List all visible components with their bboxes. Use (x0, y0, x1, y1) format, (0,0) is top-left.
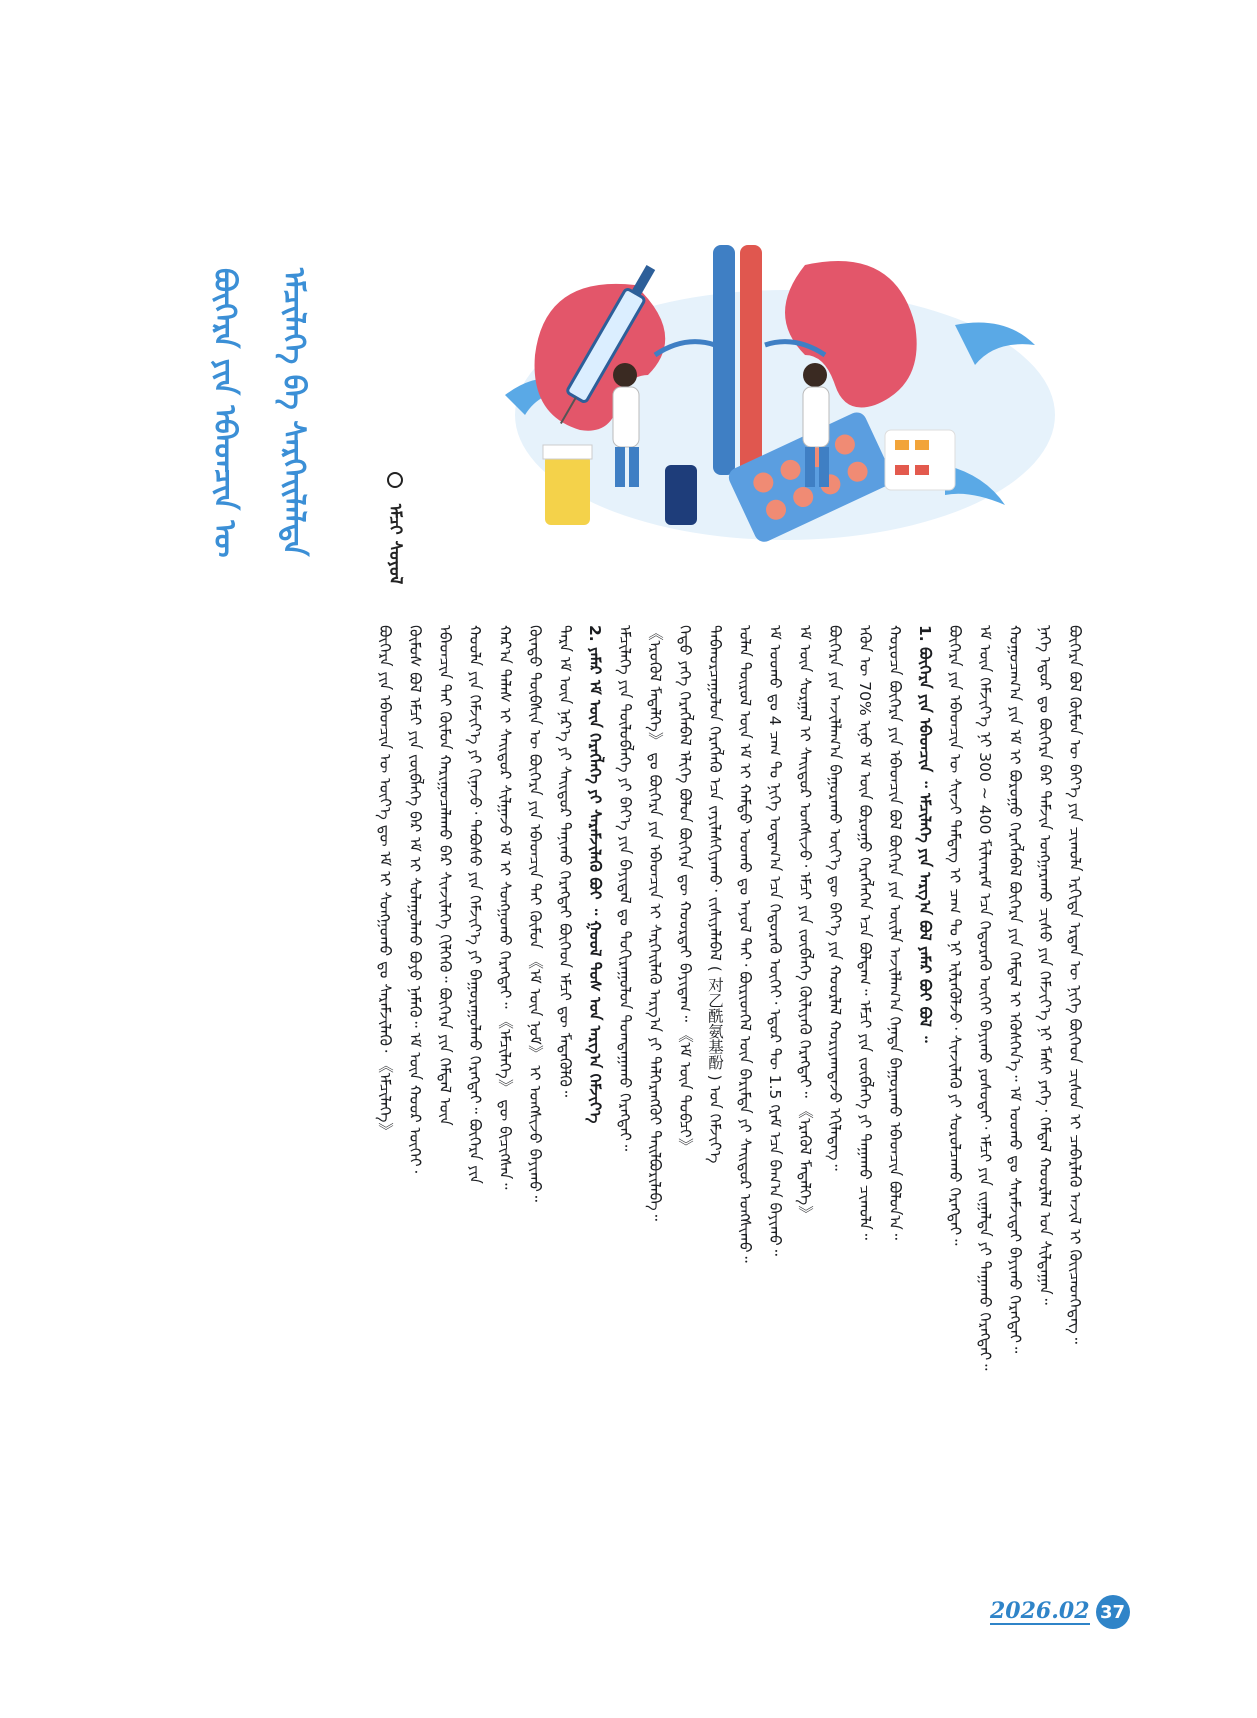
author-name: ᠡᠮᠴᠢ ᠰᠣᠶᠣᠯ (385, 503, 405, 585)
artery-icon (740, 245, 762, 475)
article-title (198, 268, 311, 558)
section-heading-1: 1. ᠪᠥᠭᠡᠷᠡ ᠶᠢᠨ ᠡᠪᠡᠳᠴᠢᠨ ᠃ ᠡᠮᠴᠢᠯᠡᠭᠡ ᠶᠢᠨ ᠠᠷᠭ᠎ᠠ ᠪᠣᠯ ᠶᠠᠮᠠᠷ ᠪᠣᠢ ᠪᠣᠯ ᠃ (916, 625, 934, 1043)
text-column: ᠡᠮ ᠤᠤᠬᠤ ᠳᠤ 4 ᠴᠠᠭ ᠲᠤ ᠨᠢᠭᠡ ᠤᠳᠠᠭ᠎ᠠ ᠡᠴᠡ ᠬᠡᠲᠦᠷᠡᠬᠦ ᠦᠭᠡᠢ᠂ ᠡᠳᠦᠷ ᠲᠦ 1.5 ᠭᠷᠡᠮ ᠡᠴᠡ ᠪᠠᠭ᠎ᠠ ᠪᠠᠶᠢᠬᠤ᠃ (766, 625, 784, 1256)
article-body (150, 625, 1090, 1700)
text-column: ᠡᠮ ᠦᠨ ᠬᠡᠮᠵᠢᠶ᠎ᠡ ᠨᠢ 300 ~ 400 ᠮᠢᠯᠢᠭᠷᠠᠮ ᠡᠴᠡ ᠬᠡᠲᠦᠷᠡᠬᠦ ᠦᠭᠡᠢ ᠪᠠᠶᠢᠬᠤ ᠶᠣᠰᠣᠲᠠᠢ᠂ ᠡᠮᠴᠢ ᠶᠢᠨ ᠵᠢᠭᠠᠯᠳᠠ ᠶᠢ ᠳᠠᠭᠠᠬᠤ ᠬᠡᠷᠡᠭᠲᠡᠢ᠃ (976, 625, 994, 1371)
text-column: 《ᠡᠷᠦᠬᠦᠯ ᠮᠡᠳᠡᠯᠭᠡ》 ᠳᠤ ᠪᠥᠭᠡᠷᠡ ᠶᠢᠨ ᠡᠪᠡᠳᠴᠢᠨ ᠢ ᠰᠡᠷᠭᠡᠢᠯᠡᠬᠦ ᠠᠷᠭ᠎ᠠ ᠶᠢ ᠳᠡᠯᠭᠡᠷᠡᠩᠭᠦᠢ ᠲᠠᠢᠯᠪᠤᠷᠢᠯᠠᠪᠠ᠃ (646, 625, 664, 1221)
pill-box-icon (885, 430, 955, 490)
text-column: ᠣᠯᠠᠨ ᠲᠦᠷᠦᠯ ᠦᠨ ᠡᠮ ᠢ ᠬᠠᠮᠲᠤ ᠤᠤᠬᠤ ᠳᠤ ᠠᠶᠤᠯ ᠲᠠᠢ᠂ ᠪᠦᠷᠢᠳᠭᠡᠯ ᠦᠨ ᠪᠠᠷᠢᠮᠲᠠ ᠶᠢ ᠰᠠᠢᠲᠤᠷ ᠤᠩᠰᠢᠬᠤ᠃ (736, 625, 754, 1263)
kidney-illustration (485, 225, 1065, 555)
circle-mark-icon (387, 472, 403, 488)
page-number: 37 (1096, 1595, 1130, 1629)
text-column: ᠪᠥᠭᠡᠷᠡ ᠪᠣᠯ ᠬᠦᠮᠦᠨ ᠦ ᠪᠡᠶ᠎ᠡ ᠶᠢᠨ ᠴᠢᠬᠤᠯᠠ ᠡᠷᠬᠢᠲᠡ ᠡᠷᠲᠡᠨ ᠦ ᠨᠢᠭᠡ ᠪᠥᠭᠡᠳ ᠴᠢᠰᠤᠨ ᠢ ᠴᠡᠪᠡᠷᠯᠡᠬᠦ ᠠᠵᠢᠯ ᠢ ᠭᠦᠢᠴᠡᠳᠬᠡᠳᠡᠭ᠃ (1066, 625, 1084, 1344)
title-line-2: ᠡᠮᠴᠢᠯᠡᠭᠡ ᠪᠠ ᠰᠡᠷᠭᠡᠢᠯᠡᠯᠲᠡ (276, 268, 311, 557)
author-byline (380, 472, 410, 584)
text-column: ᠡᠮ ᠦᠨ ᠰᠤᠷᠭᠠᠯ ᠢ ᠰᠠᠢᠲᠤᠷ ᠤᠩᠰᠢᠵᠤ᠂ ᠡᠮᠴᠢ ᠶᠢᠨ ᠵᠥᠪᠯᠡᠭᠡ ᠬᠦᠯᠢᠶᠡᠬᠦ ᠬᠡᠷᠡᠭᠲᠡᠢ᠃ 《ᠡᠷᠡᠭᠦᠯ ᠮᠡᠳᠡᠯᠭᠡ》 (796, 625, 814, 1221)
section-heading-2: 2. ᠶᠠᠮᠠᠷ ᠡᠮ ᠦᠨ ᠬᠡᠷᠡᠭᠯᠡᠭᠡ ᠶᠢ ᠰᠡᠷᠡᠮᠵᠢᠯᠡᠬᠦ ᠪᠣᠢ ᠃ ᠭᠣᠣᠯ ᠲᠤᠰ ᠤᠨ ᠠᠷᠭ᠎ᠠ ᠬᠡᠮᠵᠢᠶ᠎ᠡ (586, 625, 604, 1124)
title-line-1: ᠪᠥᠭᠡᠷᠡ ᠶᠢᠨ ᠡᠪᠡᠳᠴᠢᠨ ᠦ (207, 268, 242, 558)
text-column: ᠬᠠᠷ᠎ᠠ ᠲᠠᠯᠠᠰ ᠢ ᠰᠠᠢᠲᠤᠷ ᠰᠢᠯᠭᠠᠵᠤ ᠡᠮ ᠢ ᠰᠣᠩᠭᠣᠬᠤ ᠬᠡᠷᠡᠭᠲᠡᠢ᠃ 《ᠡᠮᠴᠢᠯᠡᠭᠡ》 ᠳᠦ ᠪᠢᠴᠢᠭᠰᠡᠨ᠃ (496, 625, 514, 1190)
page-folio (990, 1595, 1130, 1629)
text-column: ᠡᠭᠦᠨ ᠦ 70% ᠢᠨᠤ ᠡᠮ ᠦᠨ ᠪᠤᠷᠤᠭᠤ ᠬᠡᠷᠡᠭᠯᠡᠭᠡᠨ ᠡᠴᠡ ᠪᠣᠯᠳᠠᠭ᠃ ᠡᠮᠴᠢ ᠶᠢᠨ ᠵᠥᠪᠯᠡᠭᠡ ᠶᠢ ᠳᠠᠭᠠᠬᠤ ᠴᠢᠬᠤᠯᠠ᠃ (856, 625, 874, 1240)
medicine-bottle-icon (665, 465, 697, 525)
text-column: ᠬᠡᠲᠦ ᠶᠡᠬᠡ ᠬᠡᠷᠡᠭᠯᠡᠪᠡᠯ ᠡᠯᠢᠭᠡ ᠪᠣᠯᠣᠨ ᠪᠥᠭᠡᠷᠡ ᠳᠦ ᠬᠣᠣᠷᠲᠠᠢ ᠪᠠᠶᠢᠳᠠᠭ᠃ 《ᠡᠮ ᠦᠨ ᠲᠣᠪᠴᠢ》 (676, 625, 694, 1154)
text-column: ᠬᠤᠭᠤᠴᠠᠭ᠎ᠠ ᠶᠢᠨ ᠡᠮ ᠢ ᠪᠤᠷᠤᠭᠤ ᠬᠡᠷᠡᠭᠯᠡᠪᠡᠯ ᠪᠥᠭᠡᠷᠡ ᠶᠢᠨ ᠭᠡᠮᠲᠡᠯ ᠢ ᠡᠭᠦᠰᠬᠡᠨ᠎ᠡ᠃ ᠡᠮ ᠤᠤᠬᠤ ᠳᠤ ᠰᠡᠷᠡᠮᠵᠢᠲᠡᠢ ᠪᠠᠶᠢᠬᠤ ᠬᠡᠷᠡᠭᠲᠡᠢ᠃ (1006, 625, 1024, 1354)
text-column: ᠨᠡᠭᠡ ᠡᠳᠦᠷ ᠳᠤ ᠪᠥᠭᠡᠷᠡ ᠪᠡᠷ ᠳᠠᠮᠵᠢᠨ ᠤᠩᠭᠠᠷᠠᠬᠤ ᠴᠢᠰᠤ ᠶᠢᠨ ᠬᠡᠮᠵᠢᠶ᠎ᠡ ᠨᠢ ᠮᠠᠰᠢ ᠶᠡᠬᠡ᠂ ᠭᠡᠮᠲᠡᠯ ᠬᠣᠣᠷᠯᠠᠯ ᠤᠨ ᠰᠢᠯᠲᠠᠭᠠᠨ᠃ (1036, 625, 1054, 1305)
bottle-cap (543, 445, 592, 459)
medicine-bottle-icon (545, 455, 590, 525)
text-column: ᠡᠮᠴᠢᠯᠡᠭᠡ ᠶᠢᠨ ᠲᠥᠯᠦᠪᠯᠡᠭᠡ ᠶᠢ ᠪᠡᠶ᠎ᠡ ᠶᠢᠨ ᠪᠠᠶᠢᠳᠠᠯ ᠳᠤ ᠲᠣᠬᠢᠷᠠᠭᠤᠯᠤᠨ ᠲᠣᠭᠲᠠᠭᠠᠬᠤ ᠬᠡᠷᠡᠭᠲᠡᠢ᠃ (616, 625, 634, 1152)
text-column: ᠳᠠᠪᠬᠤᠷᠴᠠᠭᠤᠯᠤᠨ ᠬᠡᠷᠡᠭᠯᠡᠬᠦ ᠡᠴᠡ ᠵᠠᠶᠢᠯᠠᠰᠬᠢᠶᠠᠬᠤ᠂ ᠵᠢᠱᠢᠶᠡᠯᠡᠪᠡᠯ ( 对乙酰氨基酚 ) ᠤᠨ ᠬᠡᠮᠵᠢᠶ᠎ᠡ (706, 625, 724, 1164)
issue-date: 2026.02 (990, 1598, 1090, 1624)
text-column: ᠪᠥᠭᠡᠷᠡ ᠶᠢᠨ ᠠᠵᠢᠯᠯᠠᠭ᠎ᠠ ᠪᠠᠭᠤᠷᠠᠬᠤ ᠦᠶ᠎ᠡ ᠳᠦ ᠪᠡᠶ᠎ᠡ ᠶᠢᠨ ᠬᠣᠣᠷᠯᠠᠯ ᠬᠤᠷᠢᠶᠠᠭᠳᠠᠵᠤ ᠡᠬᠢᠯᠡᠳᠡᠭ᠃ (826, 625, 844, 1171)
text-column: ᠬᠣᠣᠯᠠ ᠶᠢᠨ ᠬᠡᠮᠵᠢᠶ᠎ᠡ ᠶᠢ ᠬᠢᠨᠠᠵᠤ᠂ ᠳᠠᠪᠤᠰᠤ ᠶᠢᠨ ᠬᠡᠮᠵᠢᠶ᠎ᠡ ᠶᠢ ᠪᠠᠭᠤᠷᠠᠭᠤᠯᠬᠤ ᠬᠡᠷᠡᠭᠲᠡᠢ᠃ ᠪᠥᠭᠡᠷᠡ ᠶᠢᠨ (466, 625, 484, 1184)
text-column: ᠪᠥᠭᠡᠷᠡ ᠶᠢᠨ ᠡᠪᠡᠳᠴᠢᠨ ᠦ ᠦᠶ᠎ᠡ ᠳᠦ ᠡᠮ ᠢ ᠰᠣᠩᠭᠣᠬᠤ ᠳᠤ ᠰᠡᠷᠡᠮᠵᠢᠯᠡᠬᠦ᠂ 《ᠡᠮᠴᠢᠯᠡᠭᠡ》 (376, 625, 394, 1138)
vein-icon (713, 245, 735, 475)
text-column: ᠪᠥᠭᠡᠷᠡ ᠶᠢᠨ ᠡᠪᠡᠳᠴᠢᠨ ᠦ ᠰᠢᠨᠵᠢ ᠲᠡᠮᠳᠡᠭ ᠢ ᠴᠠᠭ ᠲᠤ ᠨᠢ ᠢᠯᠷᠡᠭᠦᠯᠵᠦ᠂ ᠰᠢᠨᠵᠢᠯᠡᠬᠦ ᠶᠢ ᠰᠤᠷᠤᠯᠴᠠᠬᠤ ᠬᠡᠷᠡᠭᠲᠡᠢ᠃ (946, 625, 964, 1246)
text-column: ᠬᠦᠮᠦᠰ ᠪᠣᠯ ᠡᠮᠴᠢ ᠶᠢᠨ ᠵᠥᠪᠯᠡᠭᠡ ᠪᠡᠷ ᠡᠮ ᠢ ᠰᠤᠯᠠᠭᠤᠯᠬᠤ ᠪᠤᠶᠤ ᠨᠡᠮᠡᠬᠦ᠃ ᠡᠮ ᠦᠨ ᠬᠣᠣᠷ ᠦᠭᠡᠢ᠂ (406, 625, 424, 1173)
text-column: ᠡᠪᠡᠳᠴᠢᠨ ᠲᠡᠢ ᠬᠦᠮᠦᠨ ᠬᠠᠷᠢᠭᠤᠴᠠᠯᠠᠬᠤ ᠪᠠᠷ ᠰᠢᠨᠵᠢᠯᠡᠭᠡ ᠬᠢᠯᠭᠡᠬᠦ᠃ ᠪᠥᠭᠡᠷᠡ ᠶᠢᠨ ᠭᠡᠮᠲᠡᠯ ᠦᠨ (436, 625, 454, 1126)
text-column: ᠲᠡᠷᠡ ᠡᠮ ᠦᠨ ᠨᠡᠷ᠎ᠡ ᠶᠢ ᠰᠠᠢᠲᠤᠷ ᠲᠠᠨᠢᠬᠤ ᠬᠡᠷᠡᠭᠲᠡᠢ ᠪᠥᠭᠡᠳ ᠡᠮᠴᠢ ᠳᠦ ᠮᠡᠳᠡᠭᠦᠯᠬᠦ᠃ (556, 625, 574, 1098)
text-column: ᠬᠦᠨᠳᠦ ᠲᠦᠪᠰᠢᠨ ᠦ ᠪᠥᠭᠡᠷᠡ ᠶᠢᠨ ᠡᠪᠡᠳᠴᠢᠨ ᠲᠡᠢ ᠬᠦᠮᠦᠨ 《ᠡᠮ ᠦᠨ ᠨᠣᠮ》 ᠢ ᠣᠩᠰᠢᠵᠤ ᠪᠠᠶᠢᠬᠤ᠃ (526, 625, 544, 1202)
text-column: ᠬᠤᠷᠤᠴᠠ ᠪᠥᠭᠡᠷᠡ ᠶᠢᠨ ᠡᠪᠡᠳᠴᠢᠨ ᠪᠣᠯ ᠪᠥᠭᠡᠷᠡ ᠶᠢᠨ ᠦᠢᠯᠡ ᠠᠵᠢᠯᠯᠠᠭ᠎ᠠ ᠭᠡᠨᠡᠲᠡ ᠪᠠᠭᠤᠷᠠᠬᠤ ᠡᠪᠡᠳᠴᠢᠨ ᠪᠣᠯᠤᠨ᠎ᠠ᠃ (886, 625, 904, 1240)
